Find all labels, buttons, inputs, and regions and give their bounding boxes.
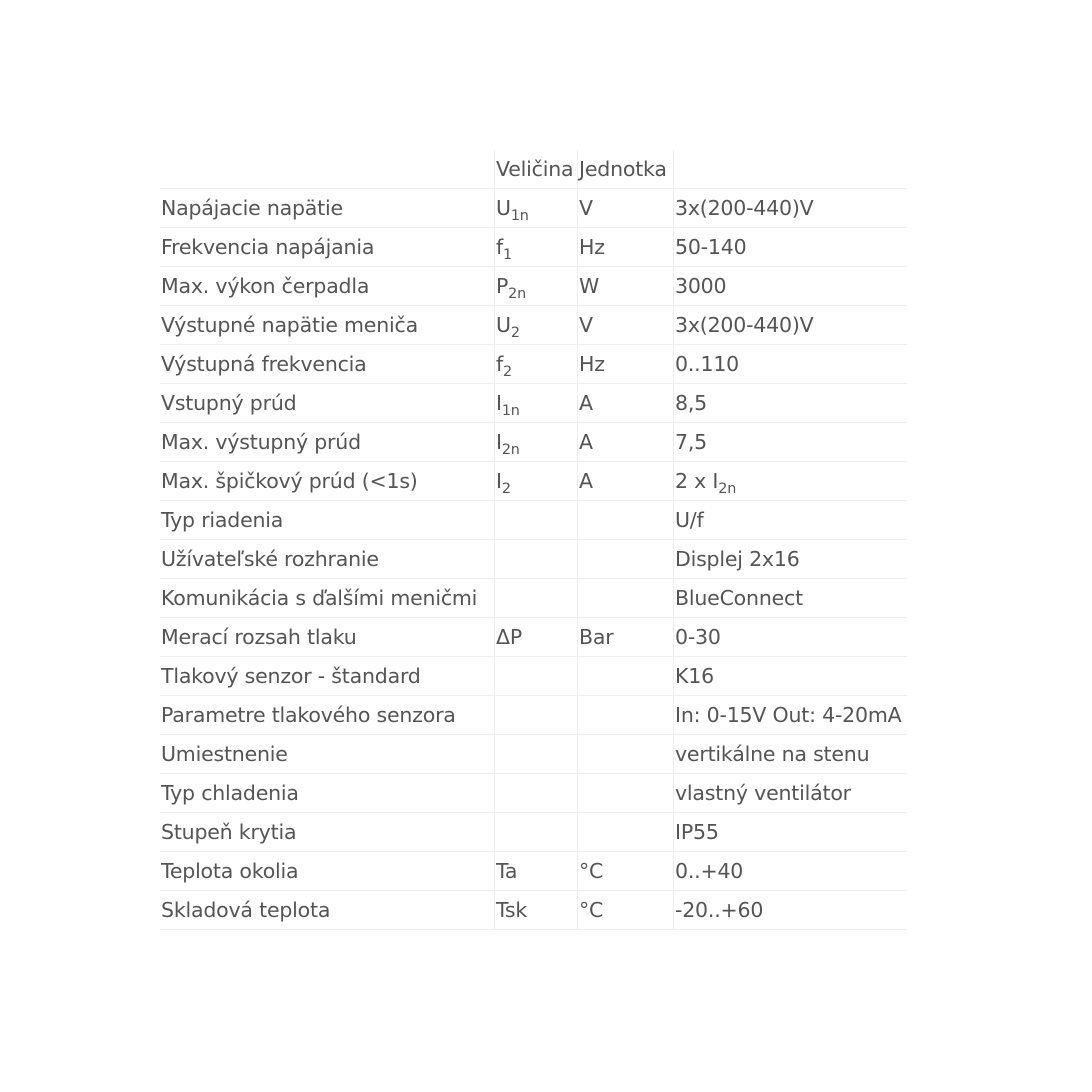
table-row (160, 618, 907, 657)
value-cell (674, 228, 908, 267)
value-text: 0-30 (675, 625, 721, 649)
table-row (160, 423, 907, 462)
unit-cell: A (578, 462, 674, 501)
value-cell (674, 579, 908, 618)
value-text: 50-140 (675, 235, 747, 259)
unit-cell (578, 657, 674, 696)
quantity-cell (495, 306, 578, 345)
value-text: -20..+60 (675, 898, 764, 922)
quantity-cell (495, 462, 578, 501)
quantity-symbol: I (496, 430, 502, 454)
value-cell (674, 540, 908, 579)
value-text: 0..110 (675, 352, 740, 376)
parameter-cell: Typ chladenia (160, 774, 495, 813)
table-row (160, 657, 907, 696)
header-quantity: Veličina (495, 150, 578, 189)
header-value (674, 150, 908, 189)
quantity-cell (495, 345, 578, 384)
value-text: 3000 (675, 274, 727, 298)
header-unit: Jednotka (578, 150, 674, 189)
table-row (160, 735, 907, 774)
parameter-cell: Typ riadenia (160, 501, 495, 540)
quantity-subscript: 1n (501, 403, 520, 420)
spec-table-header (160, 150, 907, 189)
quantity-cell (495, 228, 578, 267)
parameter-cell: Výstupná frekvencia (160, 345, 495, 384)
quantity-symbol: ΔP (496, 625, 522, 649)
quantity-cell (495, 423, 578, 462)
value-text: BlueConnect (675, 586, 803, 610)
quantity-cell (495, 813, 578, 852)
value-cell (674, 696, 908, 735)
value-subscript: 2n (718, 481, 737, 498)
parameter-cell: Frekvencia napájania (160, 228, 495, 267)
unit-cell (578, 735, 674, 774)
unit-cell: W (578, 267, 674, 306)
quantity-subscript: 1 (503, 247, 512, 264)
value-text: Displej 2x16 (675, 547, 800, 571)
parameter-cell: Skladová teplota (160, 891, 495, 930)
quantity-cell (495, 891, 578, 930)
quantity-subscript: 2n (508, 286, 526, 303)
table-row (160, 345, 907, 384)
value-cell (674, 306, 908, 345)
value-cell (674, 774, 908, 813)
parameter-cell: Výstupné napätie meniča (160, 306, 495, 345)
value-cell (674, 345, 908, 384)
table-row (160, 774, 907, 813)
unit-cell (578, 579, 674, 618)
table-row (160, 891, 907, 930)
quantity-subscript: 2 (510, 325, 520, 342)
parameter-cell: Max. výstupný prúd (160, 423, 495, 462)
unit-cell (578, 774, 674, 813)
quantity-cell (495, 540, 578, 579)
parameter-cell: Max. výkon čerpadla (160, 267, 495, 306)
quantity-symbol: Tsk (496, 898, 528, 922)
unit-cell: Hz (578, 228, 674, 267)
unit-cell: °C (578, 891, 674, 930)
unit-cell (578, 540, 674, 579)
quantity-subscript: 2 (503, 364, 512, 381)
header-parameter (160, 150, 495, 189)
value-cell (674, 813, 908, 852)
quantity-symbol: P (496, 274, 509, 298)
quantity-cell (495, 267, 578, 306)
quantity-symbol: I (496, 391, 502, 415)
value-text: IP55 (675, 820, 719, 844)
table-row (160, 813, 907, 852)
quantity-cell (495, 852, 578, 891)
value-text: 0..+40 (675, 859, 744, 883)
quantity-symbol: U (496, 313, 511, 337)
unit-cell (578, 696, 674, 735)
table-row (160, 696, 907, 735)
table-row (160, 501, 907, 540)
quantity-cell (495, 384, 578, 423)
value-cell (674, 423, 908, 462)
unit-cell: Bar (578, 618, 674, 657)
spec-table (160, 150, 907, 930)
unit-cell (578, 813, 674, 852)
unit-cell: A (578, 423, 674, 462)
unit-cell: °C (578, 852, 674, 891)
parameter-cell: Užívateľské rozhranie (160, 540, 495, 579)
quantity-symbol: f (496, 352, 504, 376)
value-cell (674, 267, 908, 306)
quantity-cell (495, 657, 578, 696)
table-row (160, 540, 907, 579)
quantity-cell (495, 618, 578, 657)
header-row (160, 150, 907, 189)
parameter-cell: Stupeň krytia (160, 813, 495, 852)
value-text: 7,5 (675, 430, 708, 454)
unit-cell: V (578, 189, 674, 228)
unit-cell: A (578, 384, 674, 423)
value-cell (674, 501, 908, 540)
table-row (160, 306, 907, 345)
value-text: 3x(200-440)V (675, 313, 814, 337)
value-cell (674, 189, 908, 228)
table-row (160, 267, 907, 306)
value-cell (674, 852, 908, 891)
parameter-cell: Teplota okolia (160, 852, 495, 891)
table-row (160, 852, 907, 891)
quantity-cell (495, 501, 578, 540)
value-cell (674, 735, 908, 774)
quantity-subscript: 2n (501, 442, 520, 459)
quantity-cell (495, 774, 578, 813)
quantity-cell (495, 735, 578, 774)
table-row (160, 189, 907, 228)
parameter-cell: Napájacie napätie (160, 189, 495, 228)
quantity-cell (495, 696, 578, 735)
quantity-symbol: Ta (496, 859, 518, 883)
value-cell (674, 462, 908, 501)
spec-table-body (160, 189, 907, 930)
quantity-symbol: U (496, 196, 511, 220)
quantity-cell (495, 579, 578, 618)
parameter-cell: Parametre tlakového senzora (160, 696, 495, 735)
value-text: 3x(200-440)V (675, 196, 814, 220)
quantity-subscript: 2 (501, 481, 511, 498)
unit-cell: Hz (578, 345, 674, 384)
value-text: 2 x I (675, 469, 719, 493)
quantity-symbol: I (496, 469, 502, 493)
quantity-symbol: f (496, 235, 504, 259)
quantity-cell (495, 189, 578, 228)
parameter-cell: Merací rozsah tlaku (160, 618, 495, 657)
table-row (160, 579, 907, 618)
table-row (160, 228, 907, 267)
unit-cell (578, 501, 674, 540)
value-text: K16 (675, 664, 714, 688)
value-cell (674, 618, 908, 657)
unit-cell: V (578, 306, 674, 345)
parameter-cell: Vstupný prúd (160, 384, 495, 423)
value-text: vlastný ventilátor (675, 781, 851, 805)
value-cell (674, 891, 908, 930)
value-text: 8,5 (675, 391, 708, 415)
parameter-cell: Tlakový senzor - štandard (160, 657, 495, 696)
table-row (160, 462, 907, 501)
value-cell (674, 657, 908, 696)
value-cell (674, 384, 908, 423)
parameter-cell: Umiestnenie (160, 735, 495, 774)
quantity-subscript: 1n (510, 208, 529, 225)
parameter-cell: Max. špičkový prúd (<1s) (160, 462, 495, 501)
table-row (160, 384, 907, 423)
value-text: vertikálne na stenu (675, 742, 870, 766)
value-text: U/f (675, 508, 704, 532)
value-text: In: 0-15V Out: 4-20mA (675, 703, 902, 727)
parameter-cell: Komunikácia s ďalšími meničmi (160, 579, 495, 618)
